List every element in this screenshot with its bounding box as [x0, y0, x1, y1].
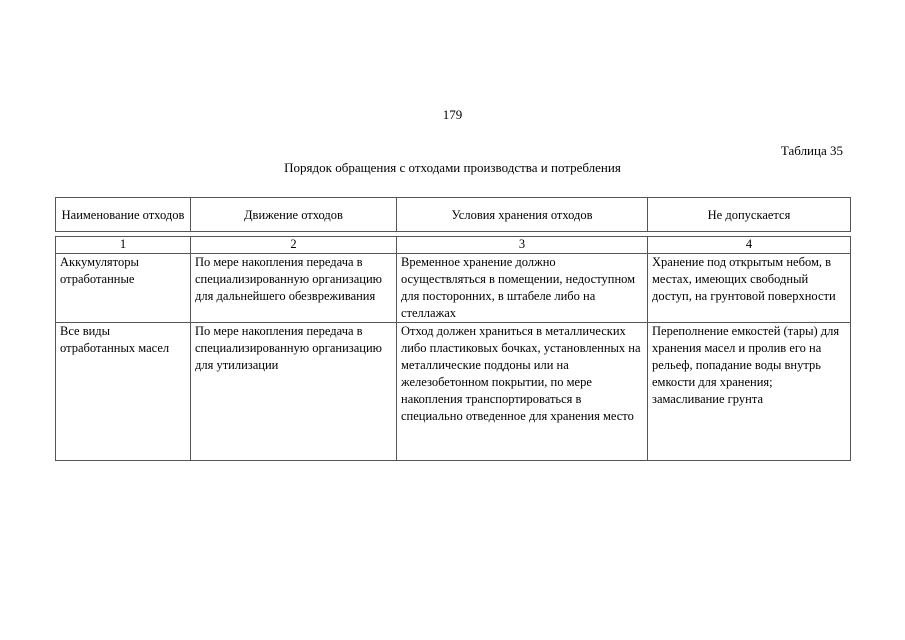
table-row — [56, 323, 851, 461]
column-number: 1 — [56, 237, 191, 254]
table-title: Порядок обращения с отходами производства и потребления — [284, 160, 621, 175]
column-number: 3 — [397, 237, 648, 254]
column-number: 2 — [191, 237, 397, 254]
not-allowed-cell: Переполнение емкостей (тары) для хранения масел и пролив его на рельеф, попадание воды внутрь емкости для хранения; замасливание грунта — [648, 323, 851, 461]
column-number-row — [56, 237, 851, 254]
table-header-row — [56, 198, 851, 232]
table-caption: Таблица 35 — [780, 143, 843, 158]
storage-conditions-cell: Временное хранение должно осуществляться в помещении, недоступном для посторонних, в штабеле либо на стеллажах — [397, 254, 648, 323]
storage-conditions-cell: Отход должен храниться в металлических либо пластиковых бочках, установленных на металлические поддоны или на железобетонном покрытии, по мере накопления транспортироваться в специально отведенное для хранения место — [397, 323, 648, 461]
waste-movement-cell: По мере накопления передача в специализированную организацию для дальнейшего обезвреживания — [191, 254, 397, 323]
waste-name-cell: Все виды отработанных масел — [56, 323, 191, 461]
header-not-allowed: Не допускается — [648, 198, 851, 232]
column-number: 4 — [648, 237, 851, 254]
header-storage-conditions: Условия хранения отходов — [397, 198, 648, 232]
header-waste-movement: Движение отходов — [191, 198, 397, 232]
waste-name-cell: Аккумуляторы отработанные — [56, 254, 191, 323]
header-waste-name: Наименование отходов — [56, 198, 191, 232]
not-allowed-cell: Хранение под открытым небом, в местах, имеющих свободный доступ, на грунтовой поверхности — [648, 254, 851, 323]
waste-movement-cell: По мере накопления передача в специализированную организацию для утилизации — [191, 323, 397, 461]
table-row — [56, 254, 851, 323]
page-number: 179 — [442, 107, 463, 122]
waste-handling-table — [55, 197, 851, 461]
